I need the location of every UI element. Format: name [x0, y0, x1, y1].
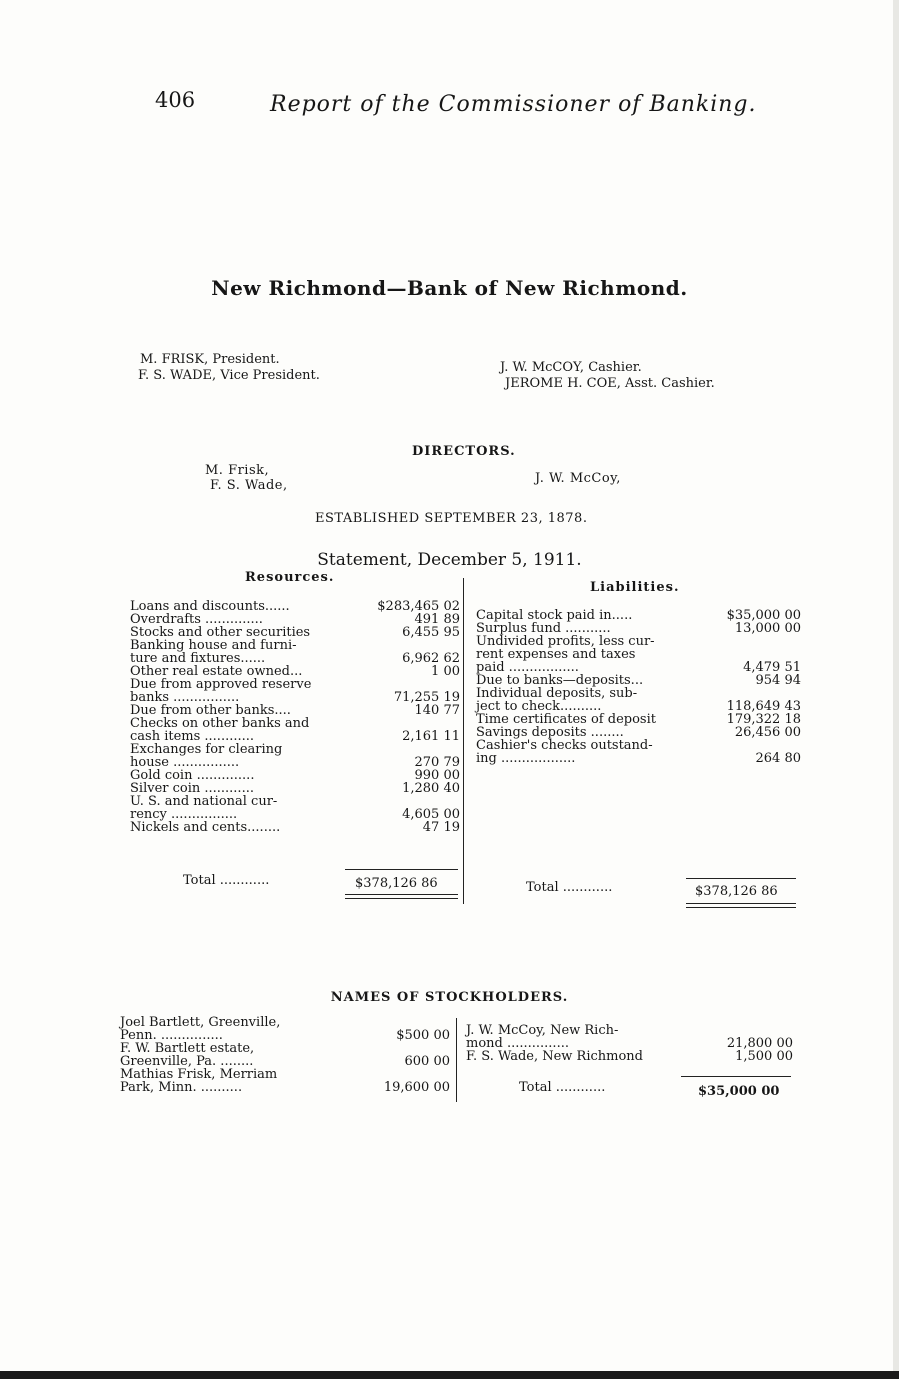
established-date: ESTABLISHED SEPTEMBER 23, 1878. — [315, 511, 588, 526]
liabilities-list — [476, 609, 801, 765]
resource-row: Gold coin .............. 990 00 — [130, 768, 460, 783]
liabilities-double-rule — [686, 907, 796, 908]
statement-heading: Statement, December 5, 1911. — [317, 550, 582, 570]
officer-president: M. FRISK, President. — [140, 352, 280, 367]
stockholder-row: Park, Minn. .......... 19,600 00 — [120, 1080, 450, 1095]
director-name: J. W. McCoy, — [535, 471, 621, 486]
resource-row: ture and fixtures...... 6,962 62 — [130, 651, 460, 666]
resource-row: Due from approved reserve — [130, 677, 312, 692]
resources-heading: Resources. — [245, 570, 335, 585]
stockholder-row: Penn. ............... $500 00 — [120, 1028, 450, 1043]
bank-title: New Richmond—Bank of New Richmond. — [211, 276, 688, 300]
stockholders-right — [466, 1024, 793, 1063]
resources-total-label: Total ............ — [183, 873, 270, 888]
resource-row: Stocks and other securities 6,455 95 — [130, 625, 460, 640]
resource-row: Checks on other banks and — [130, 716, 310, 731]
stockholders-left — [120, 1016, 450, 1094]
liability-row: Undivided profits, less cur- — [476, 634, 655, 649]
page-number: 406 — [155, 88, 196, 112]
stockholder-row: Joel Bartlett, Greenville, — [120, 1015, 281, 1030]
running-title: Report of the Commissioner of Banking. — [270, 92, 757, 117]
liability-row: Surplus fund ........... 13,000 00 — [476, 621, 801, 636]
stockholder-row: mond ............... 21,800 00 — [466, 1036, 793, 1051]
resource-row: Due from other banks.... 140 77 — [130, 703, 460, 718]
stockholders-divider — [456, 1018, 457, 1102]
resource-row: Loans and discounts...... $283,465 02 — [130, 599, 460, 614]
liabilities-total-label: Total ............ — [526, 880, 613, 895]
resource-row: cash items ............ 2,161 11 — [130, 729, 460, 744]
resource-row: rency ................ 4,605 00 — [130, 807, 460, 822]
resource-row: banks ................ 71,255 19 — [130, 690, 460, 705]
stockholder-row: Greenville, Pa. ........ 600 00 — [120, 1054, 450, 1069]
resource-row: Nickels and cents........ 47 19 — [130, 820, 460, 835]
liability-row: Due to banks—deposits... 954 94 — [476, 673, 801, 688]
officer-vice-president: F. S. WADE, Vice President. — [138, 368, 320, 383]
column-divider — [463, 578, 464, 904]
resources-total: $378,126 86 — [355, 876, 438, 891]
resources-list — [130, 600, 460, 834]
liability-row: ing .................. 264 80 — [476, 751, 801, 766]
liability-row: Savings deposits ........ 26,456 00 — [476, 725, 801, 740]
directors-heading: DIRECTORS. — [412, 444, 516, 459]
stockholder-row: J. W. McCoy, New Rich- — [466, 1023, 619, 1038]
scan-bottom-edge — [0, 1371, 899, 1379]
liability-row: paid ................. 4,479 51 — [476, 660, 801, 675]
resources-double-rule — [345, 898, 458, 899]
liability-row: Capital stock paid in..... $35,000 00 — [476, 608, 801, 623]
resource-row: Banking house and furni- — [130, 638, 297, 653]
stockholders-rule — [681, 1076, 791, 1077]
liabilities-total: $378,126 86 — [695, 884, 778, 899]
stockholder-row: F. S. Wade, New Richmond 1,500 00 — [466, 1049, 793, 1064]
resources-rule — [345, 869, 458, 870]
liability-row: Time certificates of deposit 179,322 18 — [476, 712, 801, 727]
liability-row: rent expenses and taxes — [476, 647, 636, 662]
officer-cashier: J. W. McCOY, Cashier. — [500, 360, 642, 375]
stockholder-row: Mathias Frisk, Merriam — [120, 1067, 278, 1082]
stockholders-heading: NAMES OF STOCKHOLDERS. — [330, 990, 569, 1005]
liabilities-double-rule — [686, 903, 796, 904]
resource-row: Other real estate owned... 1 00 — [130, 664, 460, 679]
stockholder-row: F. W. Bartlett estate, — [120, 1041, 255, 1056]
liability-row: Individual deposits, sub- — [476, 686, 638, 701]
resource-row: Silver coin ............ 1,280 40 — [130, 781, 460, 796]
scan-edge — [893, 0, 899, 1379]
liability-row: ject to check.......... 118,649 43 — [476, 699, 801, 714]
resource-row: Exchanges for clearing — [130, 742, 283, 757]
liability-row: Cashier's checks outstand- — [476, 738, 653, 753]
resource-row: Overdrafts .............. 491 89 — [130, 612, 460, 627]
resource-row: house ................ 270 79 — [130, 755, 460, 770]
liabilities-heading: Liabilities. — [590, 580, 680, 595]
resources-double-rule — [345, 894, 458, 895]
stockholders-total-label: Total ............ — [519, 1080, 606, 1095]
stockholders-total: $35,000 00 — [698, 1084, 780, 1099]
liabilities-rule — [686, 878, 796, 879]
director-name: M. Frisk, — [205, 463, 270, 478]
officer-asst-cashier: JEROME H. COE, Asst. Cashier. — [505, 376, 715, 391]
director-name: F. S. Wade, — [210, 478, 288, 493]
resource-row: U. S. and national cur- — [130, 794, 278, 809]
